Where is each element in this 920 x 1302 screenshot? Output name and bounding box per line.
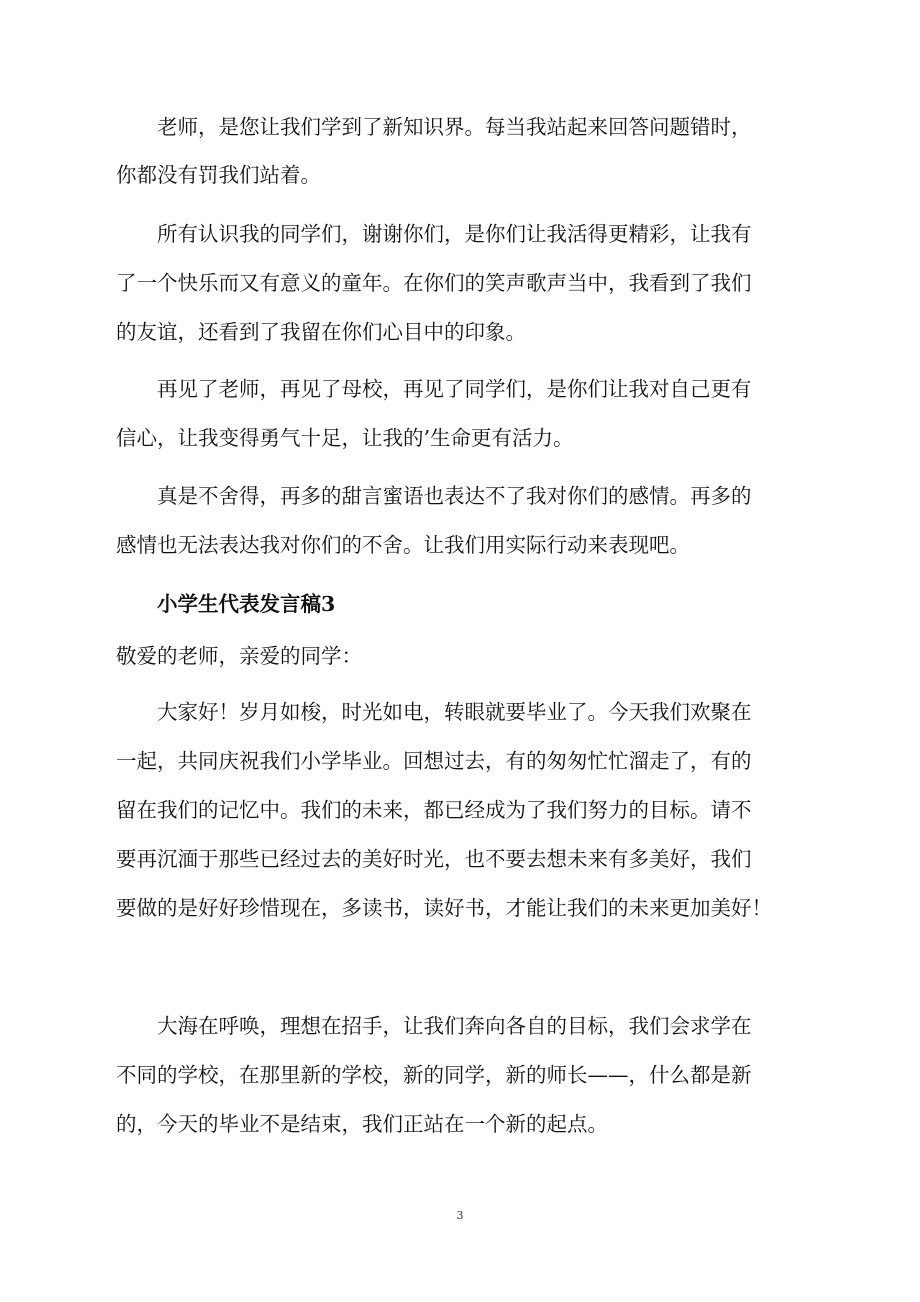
- speech-paragraph-2-line-3: 的，今天的毕业不是结束，我们正站在一个新的起点。: [116, 1112, 608, 1136]
- paragraph-3-line-2: 信心，让我变得勇气十足，让我的’生命更有活力。: [116, 426, 574, 450]
- paragraph-1-line-1: 老师，是您让我们学到了新知识界。每当我站起来回答问题错时，: [157, 115, 752, 139]
- speech-paragraph-1-line-3: 留在我们的记忆中。我们的未来，都已经成为了我们努力的目标。请不: [116, 798, 752, 822]
- paragraph-2-line-1: 所有认识我的同学们，谢谢你们，是你们让我活得更精彩，让我有: [157, 222, 752, 246]
- speech-paragraph-1-line-5: 要做的是好好珍惜现在，多读书，读好书，才能让我们的未来更加美好！: [116, 896, 772, 920]
- salutation: 敬爱的老师，亲爱的同学：: [116, 644, 362, 668]
- paragraph-2-line-3: 的友谊，还看到了我留在你们心目中的印象。: [116, 320, 526, 344]
- page-number: 3: [456, 1209, 464, 1222]
- paragraph-4-line-1: 真是不舍得，再多的甜言蜜语也表达不了我对你们的感情。再多的: [157, 484, 752, 508]
- speech-paragraph-2-line-2: 不同的学校，在那里新的学校，新的同学，新的师长——，什么都是新: [116, 1063, 752, 1087]
- speech-paragraph-1-line-1: 大家好！岁月如梭，时光如电，转眼就要毕业了。今天我们欢聚在: [157, 700, 752, 724]
- paragraph-3-line-1: 再见了老师，再见了母校，再见了同学们，是你们让我对自己更有: [157, 377, 752, 401]
- paragraph-2-line-2: 了一个快乐而又有意义的童年。在你们的笑声歌声当中，我看到了我们: [116, 271, 752, 295]
- speech-paragraph-2-line-1: 大海在呼唤，理想在招手，让我们奔向各自的目标，我们会求学在: [157, 1014, 752, 1038]
- speech-paragraph-1-line-4: 要再沉湎于那些已经过去的美好时光，也不要去想未来有多美好，我们: [116, 847, 752, 871]
- paragraph-1-line-2: 你都没有罚我们站着。: [116, 163, 321, 187]
- speech-paragraph-1-line-2: 一起，共同庆祝我们小学毕业。回想过去，有的匆匆忙忙溜走了，有的: [116, 749, 752, 773]
- paragraph-4-line-2: 感情也无法表达我对你们的不舍。让我们用实际行动来表现吧。: [116, 533, 690, 557]
- section-heading: 小学生代表发言稿3: [157, 592, 336, 616]
